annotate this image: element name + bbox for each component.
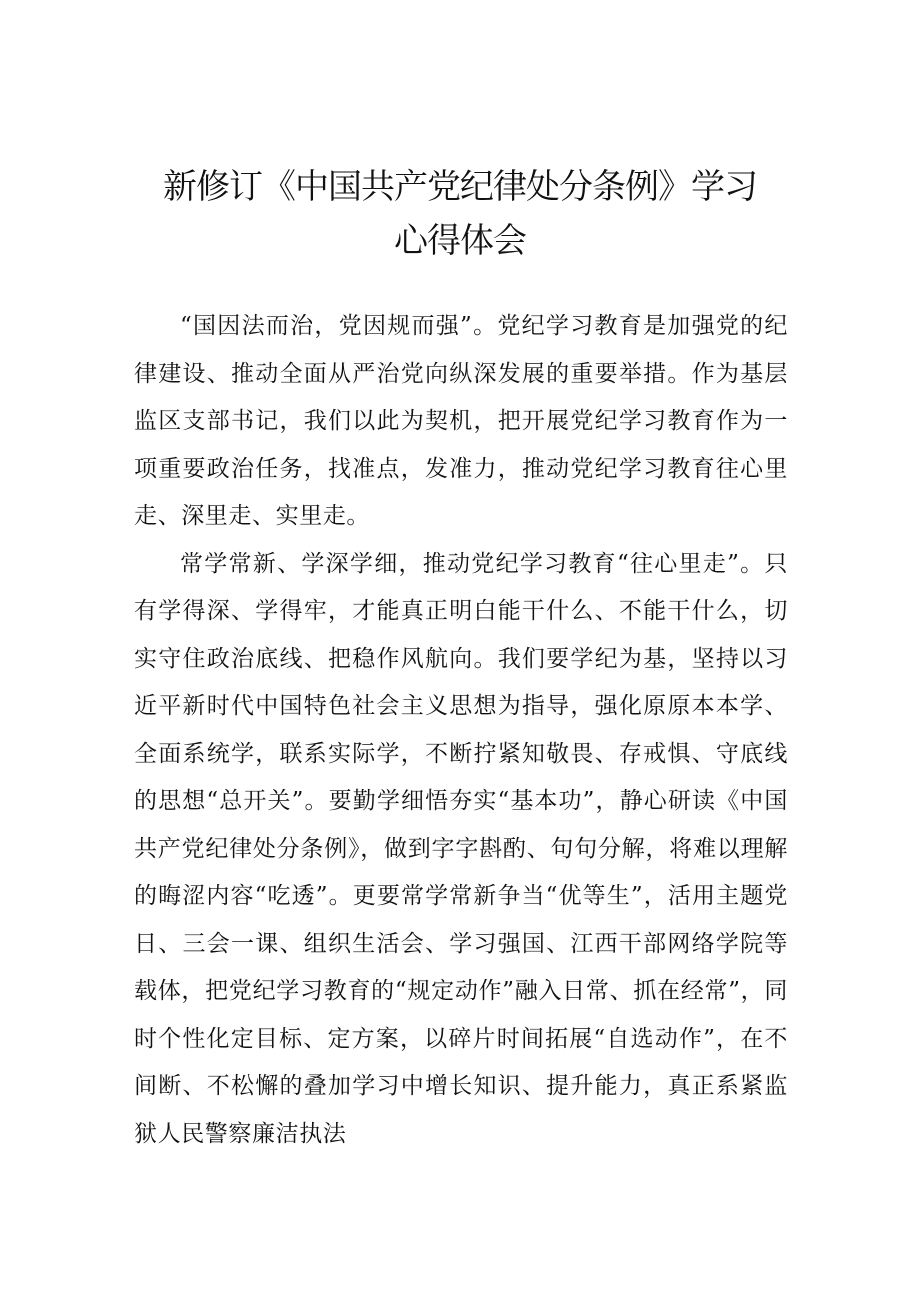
paragraph-2: 常学常新、学深学细，推动党纪学习教育“往心里走”。只有学得深、学得牢，才能真正明白能干什么、不能干什么，切实守住政治底线、把稳作风航向。我们要学纪为基，坚持以习近平新时代中国特色社会主义思想为指导，强化原原本本学、全面系统学，联系实际学，不断拧紧知敬畏、存戒惧、守底线的思想“总开关”。要勤学细悟夯实“基本功”，静心研读《中国共产党纪律处分条例》，做到字字斟酌、句句分解，将难以理解的晦涩内容“吃透”。更要常学常新争当“优等生”，活用主题党日、三会一课、组织生活会、学习强国、江西干部网络学院等载体，把党纪学习教育的“规定动作”融入日常、抓在经常”，同时个性化定目标、定方案，以碎片时间拓展“自选动作”，在不间断、不松懈的叠加学习中增长知识、提升能力，真正系紧监狱人民警察廉洁执法 [134,550,788,1147]
document-body [134,303,788,1158]
title-line-1: 新修订《中国共产党纪律处分条例》学习 [163,167,757,207]
paragraph-1: “国因法而治，党因规而强”。党纪学习教育是加强党的纪律建设、推动全面从严治党向纵深发展的重要举措。作为基层监区支部书记，我们以此为契机，把开展党纪学习教育作为一项重要政治任务，找准点，发准力，推动党纪学习教育往心里走、深里走、实里走。 [134,313,788,529]
title-line-2: 心得体会 [394,221,526,261]
document-title [120,160,800,268]
